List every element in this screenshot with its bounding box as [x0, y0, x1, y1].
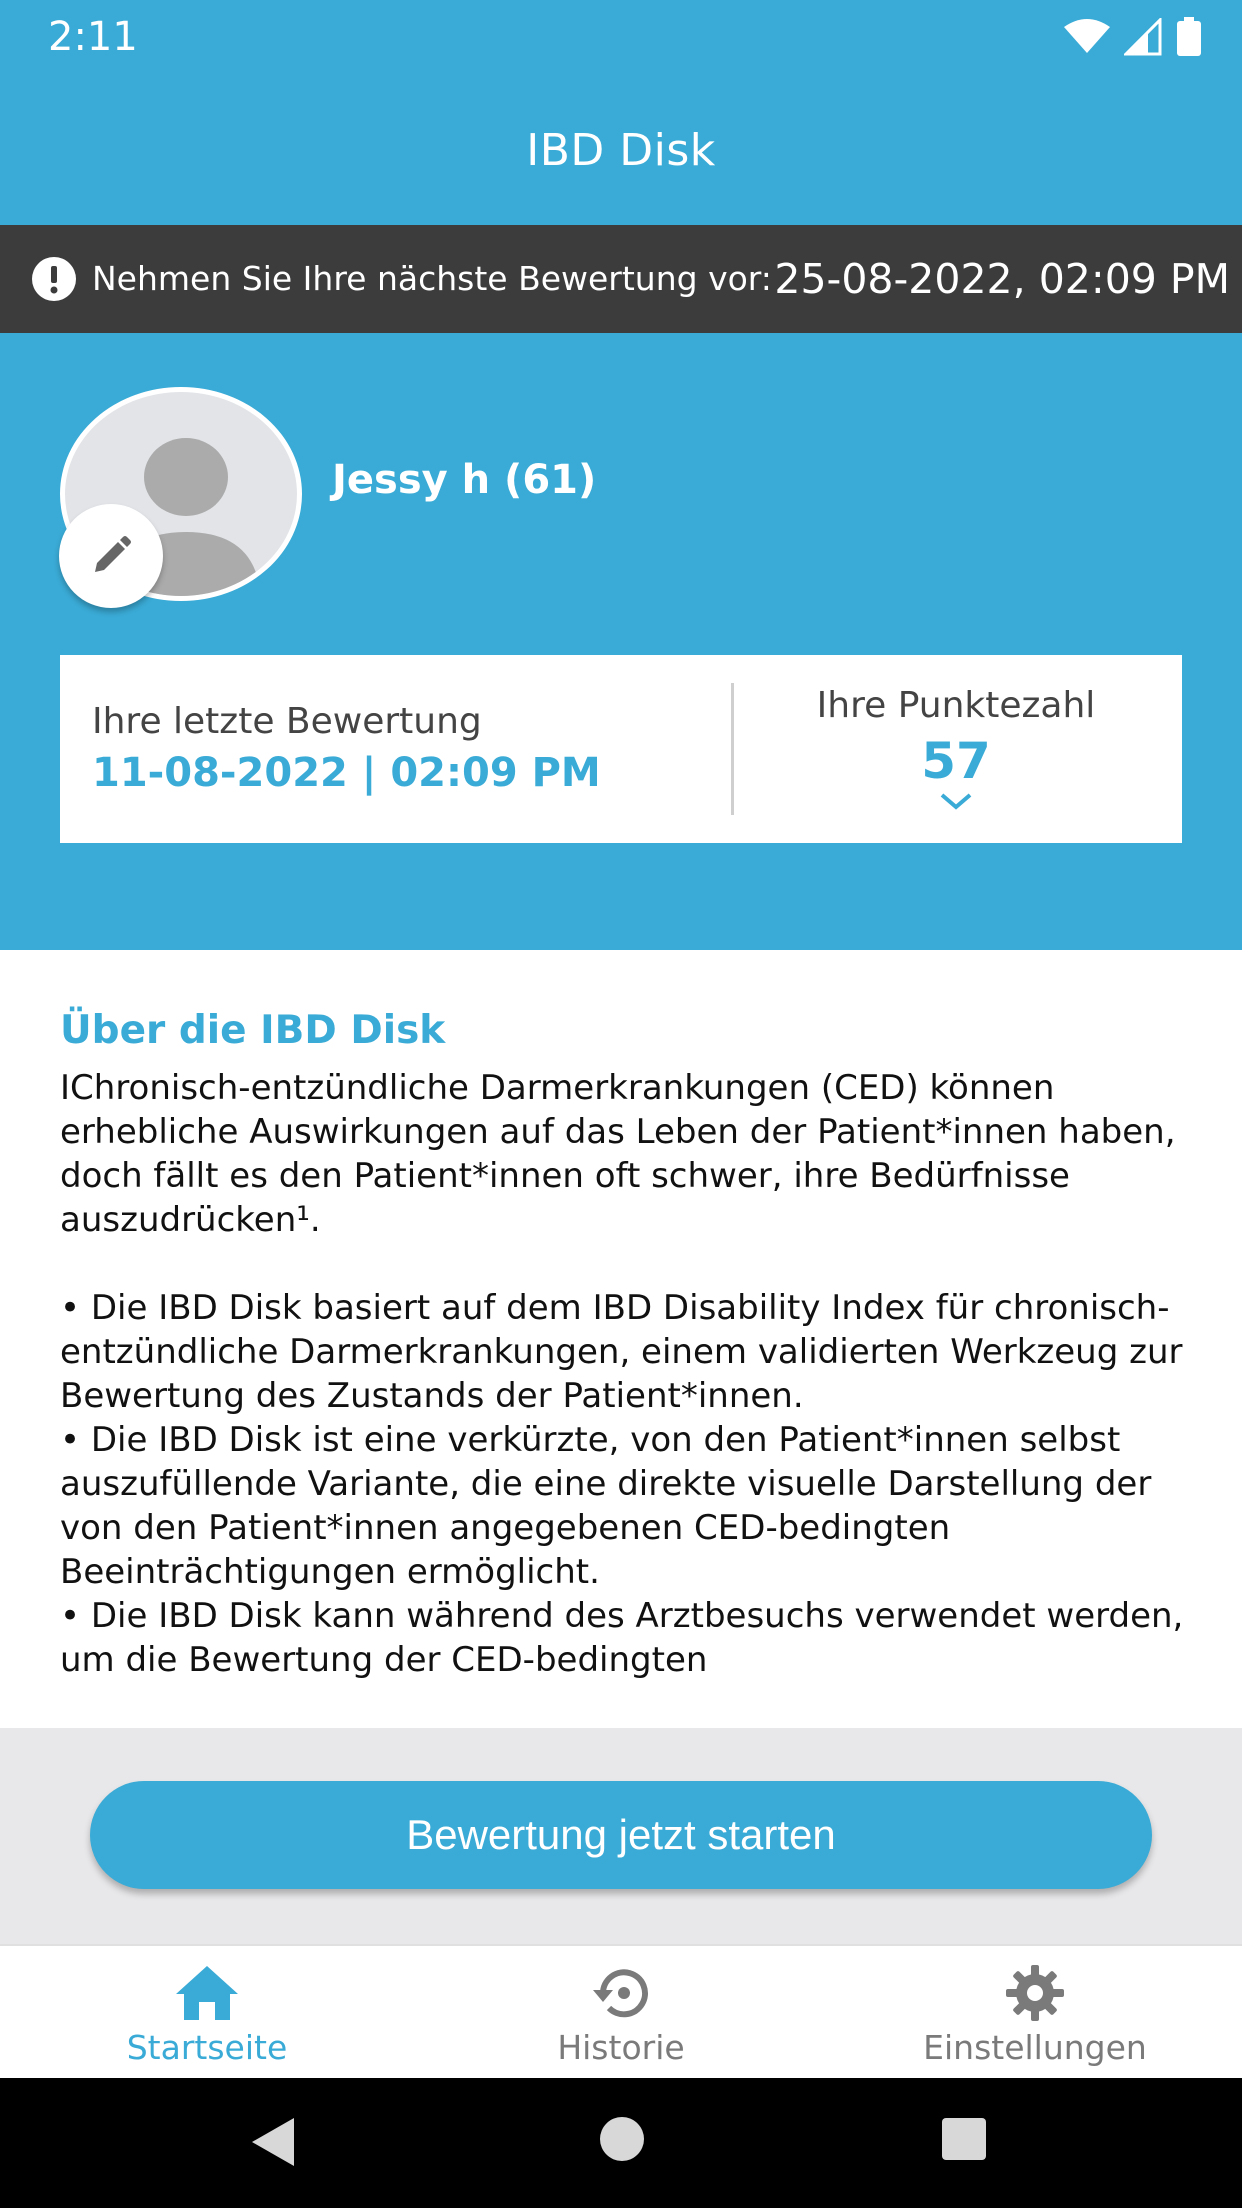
gear-icon — [1005, 1964, 1065, 2022]
status-icons — [1064, 16, 1202, 58]
profile-section — [0, 333, 1242, 950]
pencil-icon — [89, 534, 133, 578]
history-icon — [591, 1964, 651, 2022]
bottom-nav — [0, 1944, 1242, 2078]
nav-label-home: Startseite — [126, 2028, 288, 2067]
about-title: Über die IBD Disk — [60, 1008, 446, 1053]
about-section[interactable] — [0, 950, 1242, 1728]
user-name: Jessy h (61) — [332, 457, 597, 503]
home-icon — [174, 1964, 240, 2022]
divider — [731, 683, 734, 815]
points-value: 57 — [921, 732, 991, 790]
score-summary[interactable] — [760, 685, 1152, 810]
notice-text: Nehmen Sie Ihre nächste Bewertung vor: — [92, 259, 772, 298]
app-title: IBD Disk — [526, 124, 716, 176]
wifi-icon — [1064, 19, 1110, 55]
home-circle-icon[interactable] — [599, 2116, 645, 2162]
chevron-down-icon[interactable] — [939, 792, 973, 810]
signal-icon — [1124, 18, 1162, 56]
last-assessment — [92, 701, 601, 796]
points-label: Ihre Punktezahl — [816, 685, 1096, 726]
nav-item-settings[interactable] — [828, 1964, 1242, 2067]
app-bar — [0, 75, 1242, 225]
start-assessment-button[interactable]: Bewertung jetzt starten — [90, 1781, 1152, 1889]
recents-icon[interactable] — [940, 2116, 988, 2162]
nav-item-history[interactable] — [414, 1964, 828, 2067]
last-assessment-date: 11-08-2022 | 02:09 PM — [92, 750, 601, 796]
system-nav-bar — [0, 2078, 1242, 2208]
next-assessment-banner — [0, 225, 1242, 333]
nav-label-history: Historie — [557, 2028, 685, 2067]
back-icon[interactable] — [248, 2116, 298, 2168]
score-card — [60, 655, 1182, 843]
nav-label-settings: Einstellungen — [923, 2028, 1147, 2067]
about-body: IChronisch-entzündliche Darmerkrankungen (CED) können erhebliche Auswirkungen auf das Leben der Patient*innen haben, doch fällt es den Patient*innen oft schwer, ihre Bedürfnisse auszudrücken¹. • Die IBD Disk basiert auf dem IBD Disability Index für chronisch-entzündliche Darmerkrankungen, einem validierten Werkzeug zur Bewertung des Zustands der Patient*innen. • Die IBD Disk ist eine verkürzte, von den Patient*innen selbst auszufüllende Variante, die eine direkte visuelle Darstellung der von den Patient*innen angegebenen CED-bedingten Beeinträchtigungen ermöglicht. • Die IBD Disk kann während des Arztbesuchs verwendet werden, um die Bewertung der CED-bedingten — [60, 1068, 1184, 1680]
status-time: 2:11 — [48, 14, 138, 60]
edit-avatar-button[interactable] — [59, 504, 163, 608]
notice-date: 25-08-2022, 02:09 PM — [774, 255, 1230, 303]
status-bar — [0, 0, 1242, 75]
nav-item-home[interactable] — [0, 1964, 414, 2067]
last-assessment-label: Ihre letzte Bewertung — [92, 701, 482, 742]
alert-icon — [32, 257, 76, 301]
cta-area — [0, 1728, 1242, 1944]
battery-icon — [1176, 17, 1202, 57]
